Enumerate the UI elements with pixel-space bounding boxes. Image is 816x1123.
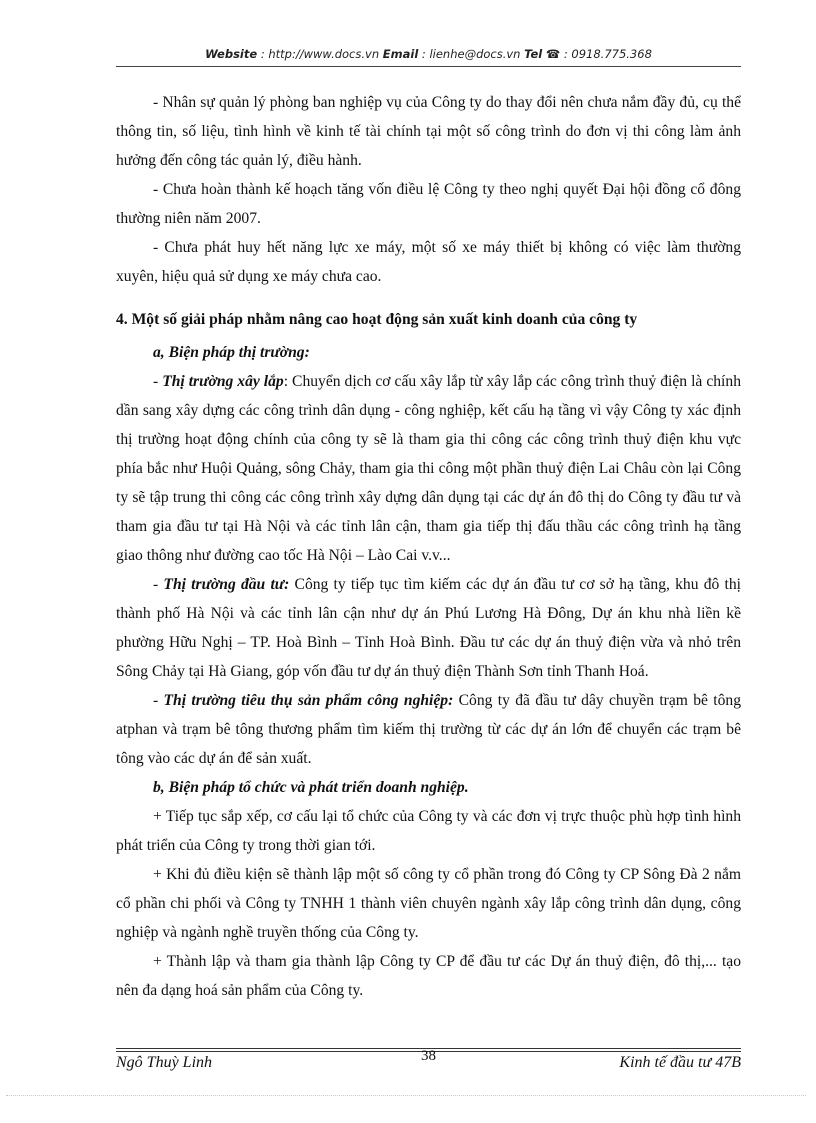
subheading-organization: b, Biện pháp tổ chức và phát triển doanh nghiệp. xyxy=(153,779,469,796)
dash: - xyxy=(153,576,164,593)
page-number: 38 xyxy=(421,1048,436,1064)
term-construction-market: Thị trường xây lắp xyxy=(162,373,284,390)
section-heading: 4. Một số giải pháp nhằm nâng cao hoạt động sản xuất kinh doanh của công ty xyxy=(116,311,638,328)
paragraph-issue-2: - Chưa hoàn thành kế hoạch tăng vốn điều lệ Công ty theo nghị quyết Đại hội đồng cổ đông thường niên năm 2007. xyxy=(116,181,741,227)
market-investment-text: Công ty tiếp tục tìm kiếm các dự án đầu tư cơ sở hạ tầng, khu đô thị thành phố Hà Nội và các tỉnh lân cận như dự án Phú Lương Hà Đông, Dự án khu nhà liền kề phường Hữu Nghị – TP. Hoà Bình – Tỉnh Hoà Bình. Đầu tư các dự án thuỷ điện vừa và nhỏ trên Sông Chảy tại Hà Giang, góp vốn đầu tư dự án thuỷ điện Thành Sơn tỉnh Thanh Hoá. xyxy=(116,576,741,680)
footer-author: Ngô Thuỳ Linh xyxy=(116,1054,213,1071)
document-body xyxy=(116,88,741,1005)
website-label: Website xyxy=(205,47,258,61)
phone-icon: ☎ xyxy=(545,47,561,61)
tel-label: Tel xyxy=(524,47,543,61)
page-header xyxy=(116,47,741,61)
term-industrial-market: Thị trường tiêu thụ sản phẩm công nghiệp: xyxy=(163,692,454,709)
page-footer xyxy=(116,1048,741,1078)
header-divider xyxy=(116,66,741,67)
paragraph-issue-1: - Nhân sự quản lý phòng ban nghiệp vụ của Công ty do thay đổi nên chưa nắm đầy đủ, cụ thể thông tin, số liệu, tình hình về kinh tế tài chính tại một số công trình do đơn vị thi công làm ảnh hưởng đến công tác quản lý, điều hành. xyxy=(116,94,741,169)
term-investment-market: Thị trường đầu tư: xyxy=(163,576,290,593)
paragraph-market-construction xyxy=(116,367,741,570)
footer-course: Kinh tế đầu tư 47B xyxy=(619,1054,741,1071)
dash: - xyxy=(153,373,163,390)
paragraph-issue-3: - Chưa phát huy hết năng lực xe máy, một số xe máy thiết bị không có việc làm thường xuyên, hiệu quả sử dụng xe máy chưa cao. xyxy=(116,239,741,285)
paragraph-org-1: + Tiếp tục sắp xếp, cơ cấu lại tổ chức của Công ty và các đơn vị trực thuộc phù hợp tình hình phát triển của Công ty trong thời gian tới. xyxy=(116,808,741,854)
paragraph-org-2: + Khi đủ điều kiện sẽ thành lập một số công ty cổ phần trong đó Công ty CP Sông Đà 2 nắm cổ phần chi phối và Công ty TNHH 1 thành viên chuyên ngành xây lắp công trình dân dụng, công nghiệp và ngành nghề truyền thống của Công ty. xyxy=(116,866,741,941)
dash: - xyxy=(153,692,164,709)
paragraph-org-3: + Thành lập và tham gia thành lập Công ty CP để đầu tư các Dự án thuỷ điện, đô thị,... tạo nên đa dạng hoá sản phẩm của Công ty. xyxy=(116,953,741,999)
market-construction-text: : Chuyển dịch cơ cấu xây lắp từ xây lắp các công trình thuỷ điện là chính dần sang xây dựng các công trình dân dụng - công nghiệp, kết cấu hạ tầng vì vậy Công ty xác định thị trường hoạt động chính của công ty sẽ là tham gia thi công các công trình thuỷ điện khu vực phía bắc như Huội Quảng, sông Chảy, tham gia thi công một phần thuỷ điện Lai Châu còn lại Công ty sẽ tập trung thi công các công trình xây dựng dân dụng tại các dự án đô thị do Công ty đầu tư và tham gia đầu tư tại Hà Nội và các tỉnh lân cận, tham gia tiếp thị đấu thầu các công trình hạ tầng giao thông như đường cao tốc Hà Nội – Lào Cai v.v... xyxy=(116,373,741,564)
tel-number: : 0918.775.368 xyxy=(560,47,652,61)
paragraph-market-industrial xyxy=(116,686,741,773)
website-url: : http://www.docs.vn xyxy=(257,47,383,61)
market-industrial-text: Công ty đã đầu tư dây chuyền trạm bê tông atphan và trạm bê tông thương phẩm tìm kiếm thị trường từ các dự án lớn để chuyển các trạm bê tông vào các dự án để sản xuất. xyxy=(116,692,741,767)
paragraph-market-investment xyxy=(116,570,741,686)
email-label: Email xyxy=(382,47,419,61)
page-bottom-edge xyxy=(6,1095,806,1096)
email-address: : lienhe@docs.vn xyxy=(418,47,525,61)
subheading-market: a, Biện pháp thị trường: xyxy=(153,344,310,361)
